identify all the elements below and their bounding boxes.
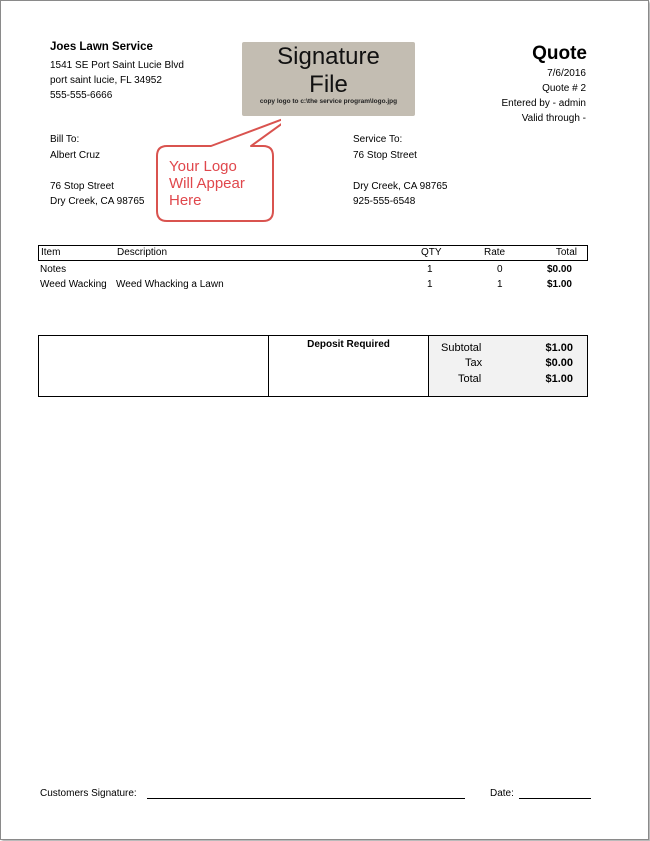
service-to-phone: 925-555-6548 [353, 196, 416, 207]
subtotal-label: Subtotal [441, 342, 482, 354]
logo-placeholder [242, 42, 415, 116]
logo-placeholder-hint: copy logo to c:\the service program\logo.jpg [259, 98, 398, 105]
row-qty: 1 [427, 279, 433, 290]
row-item: Notes [40, 264, 67, 275]
quote-entered-by: Entered by - admin [501, 98, 586, 109]
row-total: $1.00 [546, 279, 572, 290]
total-label: Total [458, 373, 482, 385]
tax-value: $0.00 [545, 357, 573, 369]
company-name: Joes Lawn Service [50, 41, 153, 53]
header-item: Item [41, 247, 61, 258]
customer-signature-label: Customers Signature: [40, 788, 137, 799]
header-description: Description [117, 247, 168, 258]
date-line[interactable] [519, 798, 591, 799]
callout-line2: Will Appear [169, 175, 245, 192]
row-rate: 0 [497, 264, 503, 275]
header-qty: QTY [421, 247, 442, 258]
service-to-city: Dry Creek, CA 98765 [353, 181, 448, 192]
row-item: Weed Wacking [40, 279, 107, 290]
service-to-street: 76 Stop Street [353, 150, 417, 161]
row-description: Weed Whacking a Lawn [116, 279, 224, 290]
company-address-line1: 1541 SE Port Saint Lucie Blvd [50, 60, 184, 71]
header-total: Total [555, 247, 577, 258]
bill-to-street: 76 Stop Street [50, 181, 114, 192]
date-label: Date: [490, 788, 514, 799]
totals-box [38, 335, 588, 397]
table-row [38, 263, 588, 278]
header-rate: Rate [484, 247, 506, 258]
callout-line1: Your Logo [169, 158, 237, 175]
tax-label: Tax [465, 357, 483, 369]
row-rate: 1 [497, 279, 503, 290]
deposit-required-label: Deposit Required [307, 339, 390, 350]
totals-divider [428, 336, 429, 396]
bill-to-city: Dry Creek, CA 98765 [50, 196, 145, 207]
quote-date: 7/6/2016 [547, 68, 586, 79]
subtotal-value: $1.00 [545, 342, 573, 354]
callout-text [169, 158, 269, 209]
row-qty: 1 [427, 264, 433, 275]
row-total: $0.00 [546, 264, 572, 275]
callout-line3: Here [169, 192, 202, 209]
logo-placeholder-line1: Signature [277, 43, 380, 70]
service-to-label: Service To: [353, 134, 403, 145]
bill-to-label: Bill To: [50, 134, 80, 145]
items-table-header [38, 245, 588, 261]
total-value: $1.00 [545, 373, 573, 385]
company-phone: 555-555-6666 [50, 90, 113, 101]
quote-number: Quote # 2 [542, 83, 586, 94]
table-row [38, 278, 588, 293]
customer-signature-line[interactable] [147, 798, 465, 799]
company-address-line2: port saint lucie, FL 34952 [50, 75, 162, 86]
quote-valid-through: Valid through - [521, 113, 586, 124]
bill-to-name: Albert Cruz [50, 150, 101, 161]
quote-title: Quote [532, 43, 587, 64]
logo-placeholder-line2: File [309, 71, 348, 98]
